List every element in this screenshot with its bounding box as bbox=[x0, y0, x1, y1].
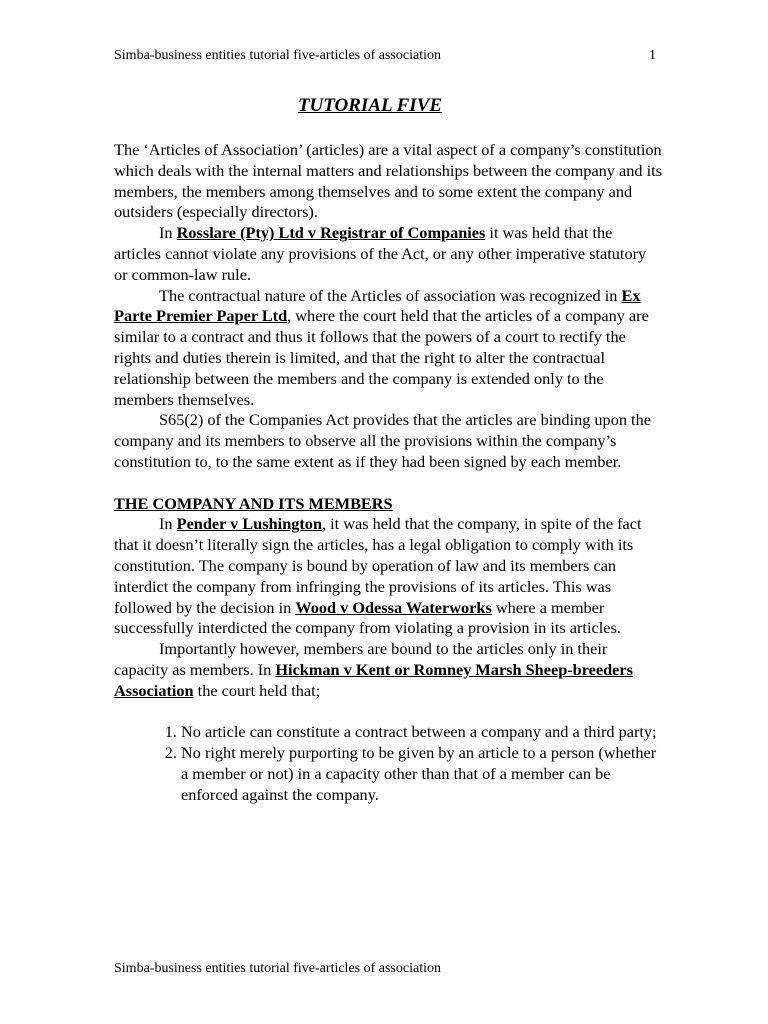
list-item: 1. No article can constitute a contract between a company and a third party; bbox=[181, 722, 662, 743]
s65-paragraph: S65(2) of the Companies Act provides that the articles are binding upon the company and its members to observe all the provisions within the company’s constitution to, to the same extent as if they had been signed by each member. bbox=[114, 410, 651, 471]
held-list bbox=[114, 722, 662, 805]
section-heading: THE COMPANY AND ITS MEMBERS bbox=[114, 493, 393, 513]
case-citation: Wood v Odessa Waterworks bbox=[295, 597, 492, 617]
case-citation: Pender v Lushington bbox=[176, 514, 323, 534]
intro-paragraph: The ‘Articles of Association’ (articles) are a vital aspect of a company’s constitution which deals with the internal matters and relationships between the company and its members, the members among themselves and to some extent the company and outsiders (especially directors). bbox=[114, 140, 662, 222]
document-body bbox=[114, 140, 662, 806]
premier-paper-paragraph: The contractual nature of the Articles of association was recognized in Ex Parte Premier Paper Ltd, where the court held that the articles of a company are similar to a contract and thus it follows that the powers of a court to rectify the rights and duties therein is limited, and that the right to alter the contractual relationship between the members and the company is extended only to the members themselves. bbox=[114, 285, 649, 409]
rosslare-paragraph: In Rosslare (Pty) Ltd v Registrar of Companies it was held that the articles cannot violate any provisions of the Act, or any other imperative statutory or common-law rule. bbox=[114, 223, 647, 284]
case-citation: Hickman v Kent or Romney Marsh Sheep-breeders Association bbox=[114, 659, 633, 700]
page-number: 1 bbox=[649, 48, 656, 63]
document-title: TUTORIAL FIVE bbox=[297, 95, 443, 116]
hickman-paragraph: Importantly however, members are bound to the articles only in their capacity as members. In Hickman v Kent or Romney Marsh Sheep-breeders Association the court held that; bbox=[114, 639, 633, 700]
running-title: Simba-business entities tutorial five-articles of association bbox=[114, 48, 441, 63]
case-citation: Rosslare (Pty) Ltd v Registrar of Companies bbox=[176, 223, 486, 243]
page-footer: Simba-business entities tutorial five-articles of association bbox=[114, 961, 441, 976]
case-citation: Ex Parte Premier Paper Ltd bbox=[114, 285, 641, 326]
pender-paragraph: In Pender v Lushington, it was held that the company, in spite of the fact that it doesn’t literally sign the articles, has a legal obligation to comply with its constitution. The company is bound by operation of law and its members can interdict the company from infringing the provisions of its articles. This was followed by the decision in Wood v Odessa Waterworks where a member successfully interdicted the company from violating a provision in its articles. bbox=[114, 514, 642, 638]
page-header bbox=[114, 47, 656, 65]
list-item: 2. No right merely purporting to be given by an article to a person (whether a member or not) in a capacity other than that of a member can be enforced against the company. bbox=[181, 743, 662, 805]
